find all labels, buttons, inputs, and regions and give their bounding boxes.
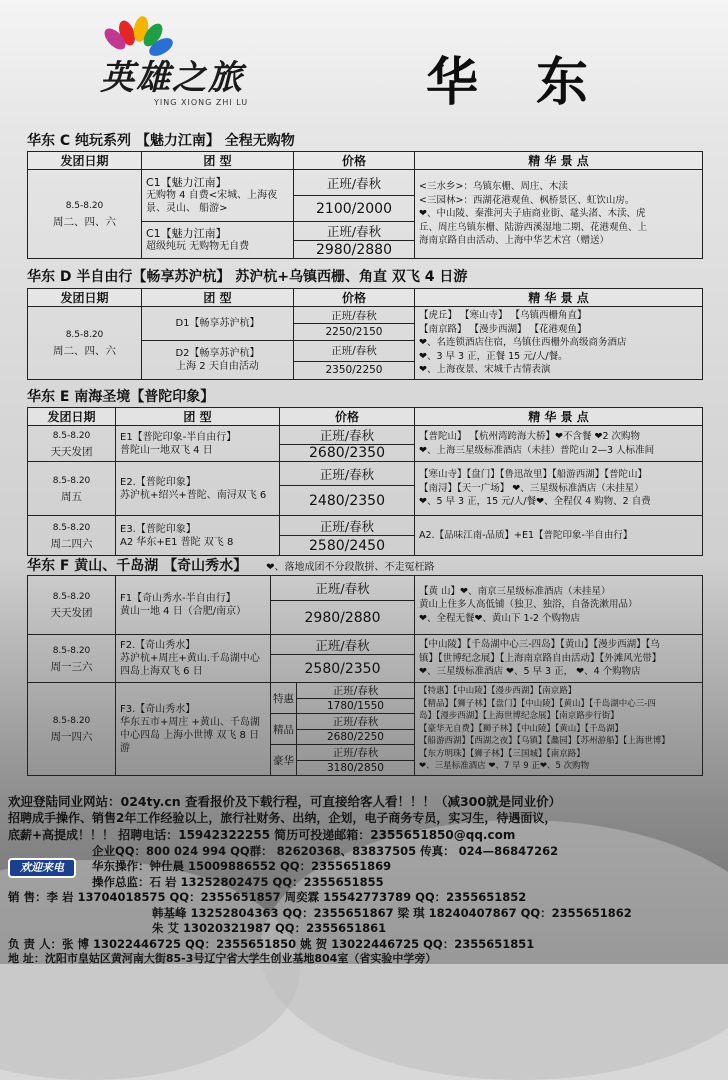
price-value: 3180/2850 xyxy=(297,761,415,776)
brand-logo xyxy=(72,20,282,118)
contact-row: 销 售：李 岩 13704018575 QQ：2355651857 周奕霖 15542773789 QQ：2355651852 xyxy=(8,890,527,904)
price-value: 1780/1550 xyxy=(297,699,415,714)
price-label: 正班/春秋 xyxy=(294,341,415,362)
section-title: 华东 F 黄山、千岛湖 【奇山秀水】 ❤、落地成团不分段散拼、不走冤枉路 xyxy=(27,558,435,574)
recruitment-notice: 招聘成手操作、销售2年工作经验以上，旅行社财务、出纳，企划，电子商务专员，实习生，待遇面议， xyxy=(8,811,557,825)
tier-tag: 豪华 xyxy=(271,745,297,776)
itinerary-table xyxy=(27,288,703,380)
departure-date: 8.5-8.20 天天发团 xyxy=(28,576,116,635)
section-title: 华东 D 半自由行【畅享苏沪杭】 苏沪杭+乌镇西栅、角直 双飞 4 日游 xyxy=(27,269,468,285)
column-header: 发团日期 xyxy=(28,152,142,170)
page-title: 华东 xyxy=(426,53,647,113)
logo-subtitle: YING XIONG ZHI LU xyxy=(154,98,249,107)
departure-date: 8.5-8.20 周二、四、六 xyxy=(28,307,142,380)
contact-row: 华东操作：钟仕晨 15009886552 QQ：2355651869 xyxy=(92,859,392,873)
logo-text: 英雄之旅 xyxy=(100,58,244,98)
tour-type: C1【魅力江南】 超级纯玩 无购物无自费 xyxy=(142,222,294,259)
price-label: 正班/春秋 xyxy=(297,745,415,761)
column-header: 精 华 景 点 xyxy=(415,152,703,170)
highlights: 【黄 山】❤、南京三星级标准酒店（未挂星） 黄山上住多人高低铺（独卫、独浴，自备洗漱用品） ❤、全程无餐❤、黄山下 1-2 个购物店 xyxy=(415,576,703,635)
highlights: A2.【品味江南-品质】+E1【普陀印象-半自由行】 xyxy=(415,516,703,556)
highlights: <三水乡>：乌镇东栅、周庄、木渎 <三园林>：西湖花港观鱼、枫桥景区、虹饮山房。 ❤、中山陵、秦淮河夫子庙商业街、鼋头渚、木渎、虎 丘、周庄乌镇东栅、陆游西溪湿地二期、花港观鱼、上 海南京路自由活动、上海中华艺术宫（赠送） xyxy=(415,170,703,259)
price-label: 正班/春秋 xyxy=(271,635,415,655)
price-value: 2480/2350 xyxy=(280,486,415,516)
price-label: 正班/春秋 xyxy=(280,516,415,536)
price-label: 正班/春秋 xyxy=(280,462,415,486)
departure-date: 8.5-8.20 天天发团 xyxy=(28,426,116,462)
welcome-badge: 欢迎来电 xyxy=(8,858,76,878)
column-header: 精 华 景 点 xyxy=(415,289,703,307)
tour-type: F3.【奇山秀水】 华东五市+周庄 +黄山、千岛湖中心四岛 上海小世博 双飞 8 日游 xyxy=(116,683,271,776)
price-value: 2580/2450 xyxy=(280,536,415,556)
price-label: 正班/春秋 xyxy=(297,714,415,730)
contact-row: 负 责 人：张 博 13022446725 QQ：2355651850 姚 贺 13022446725 QQ：2355651851 xyxy=(8,936,535,951)
departure-date: 8.5-8.20 周二、四、六 xyxy=(28,170,142,259)
column-header: 团 型 xyxy=(116,408,280,426)
column-header: 价格 xyxy=(280,408,415,426)
tour-type: E3.【普陀印象】 A2 华东+E1 普陀 双飞 8 xyxy=(116,516,280,556)
departure-date: 8.5-8.20 周一三六 xyxy=(28,635,116,683)
recruitment-contact: 底薪+高提成！！！ 招聘电话：15942322255 简历可投递邮箱：2355651850@qq.com xyxy=(8,828,516,842)
price-label: 正班/春秋 xyxy=(294,307,415,324)
address: 地 址：沈阳市皇姑区黄河南大街85-3号辽宁省大学生创业基地804室（省实验中学旁） xyxy=(8,952,437,965)
price-value: 2350/2250 xyxy=(294,361,415,379)
tour-type: D1【畅享苏沪杭】 xyxy=(142,307,294,341)
column-header: 价格 xyxy=(294,152,415,170)
highlights: 【特惠】【中山陵】【漫步西湖】【南京路】 【精品】【狮子林】【盘门】【中山陵】【黄山】【千岛湖中心三-四 岛】【漫步西湖】【上海世博纪念展】【南京路步行街】 【豪华无自费】【狮子林】【中山陵】【黄山】【千岛湖】 【船游西湖】【西湖之夜】【乌镇】【蠡园】【苏州游船】【上海世博】 【东方明珠】【狮子林】【三国城】【南京路】 ❤、三星标准酒店 ❤、7 早 9 正❤、5 次购物 xyxy=(415,683,703,776)
price-value: 2580/2350 xyxy=(271,655,415,683)
price-value: 2250/2150 xyxy=(294,324,415,341)
price-value: 2680/2250 xyxy=(297,730,415,745)
price-value: 2100/2000 xyxy=(294,196,415,222)
tour-type: F1【奇山秀水-半自由行】 黄山一地 4 日（合肥/南京） xyxy=(116,576,271,635)
tier-tag: 精品 xyxy=(271,714,297,745)
column-header: 团 型 xyxy=(142,289,294,307)
column-header: 发团日期 xyxy=(28,408,116,426)
itinerary-table xyxy=(27,575,703,776)
tour-type: C1【魅力江南】 无购物 4 自费<宋城、上海夜景、灵山、 船游> xyxy=(142,170,294,222)
price-label: 正班/春秋 xyxy=(294,170,415,196)
tour-type: D2【畅享苏沪杭】 上海 2 天自由活动 xyxy=(142,341,294,380)
column-header: 团 型 xyxy=(142,152,294,170)
website-notice: 欢迎登陆同业网站：024ty.cn 查看报价及下载行程，可直接给客人看！！！（减300就是同业价） xyxy=(8,794,562,809)
contact-row: 操作总监：石 岩 13252802475 QQ：2355651855 xyxy=(92,874,384,889)
section-title: 华东 E 南海圣境【普陀印象】 xyxy=(27,389,215,405)
highlights: 【中山陵】【千岛湖中心三-四岛】【黄山】【漫步西湖】【乌 镇】【世博纪念展】【上海南京路自由活动】【外滩风光带】 ❤、三星级标准酒店 ❤、5 早 3 正， ❤、4 个购物店 xyxy=(415,635,703,683)
departure-date: 8.5-8.20 周二四六 xyxy=(28,516,116,556)
itinerary-table xyxy=(27,407,703,556)
highlights: 【寒山寺】【盘门】【鲁迅故里】【船游西湖】【普陀山】 【南浔】【天一广场】 ❤、三星级标准酒店（未挂星） ❤、5 早 3 正，15 元/人/餐❤、全程仅 4 购物、2 自费 xyxy=(415,462,703,516)
departure-date: 8.5-8.20 周一四六 xyxy=(28,683,116,776)
header xyxy=(0,0,728,128)
tier-tag: 特惠 xyxy=(271,683,297,714)
highlights: 【虎丘】 【寒山寺】 【乌镇西栅角直】 【南京路】 【漫步西湖】 【花港观鱼】 ❤、名连锁酒店住宿，乌镇住西栅外高级商务酒店 ❤、3 早 3 正，正餐 15 元/人/餐。 ❤、上海夜景、宋城千古情表演 xyxy=(415,307,703,380)
column-header: 价格 xyxy=(294,289,415,307)
tour-type: E1【普陀印象-半自由行】 普陀山一地双飞 4 日 xyxy=(116,426,280,462)
tour-type: E2.【普陀印象】 苏沪杭+绍兴+普陀、南浔双飞 6 xyxy=(116,462,280,516)
contact-row: 朱 艾 13020321987 QQ：2355651861 xyxy=(152,921,387,935)
price-label: 正班/春秋 xyxy=(280,426,415,445)
column-header: 发团日期 xyxy=(28,289,142,307)
section-title: 华东 C 纯玩系列 【魅力江南】 全程无购物 xyxy=(27,133,295,149)
price-value: 2980/2880 xyxy=(271,601,415,635)
price-label: 正班/春秋 xyxy=(294,222,415,241)
highlights: 【普陀山】 【杭州湾跨海大桥】❤不含餐 ❤2 次购物 ❤、上海三星级标准酒店（未挂）普陀山 2—3 人标准间 xyxy=(415,426,703,462)
price-label: 正班/春秋 xyxy=(271,576,415,601)
column-header: 精 华 景 点 xyxy=(415,408,703,426)
enterprise-contact: 企业QQ：800 024 994 QQ群： 82620368、83837505 传真： 024—86847262 xyxy=(92,844,559,858)
section-note: ❤、落地成团不分段散拼、不走冤枉路 xyxy=(266,562,435,573)
tour-type: F2.【奇山秀水】 苏沪杭+周庄+黄山.千岛湖中心四岛上海双飞 6 日 xyxy=(116,635,271,683)
price-value: 2980/2880 xyxy=(294,241,415,259)
contact-row: 韩基峰 13252804363 QQ：2355651867 梁 琪 18240407867 QQ：2355651862 xyxy=(152,905,632,920)
itinerary-table xyxy=(27,151,703,259)
price-value: 2680/2350 xyxy=(280,445,415,462)
price-label: 正班/春秋 xyxy=(297,683,415,699)
departure-date: 8.5-8.20 周五 xyxy=(28,462,116,516)
